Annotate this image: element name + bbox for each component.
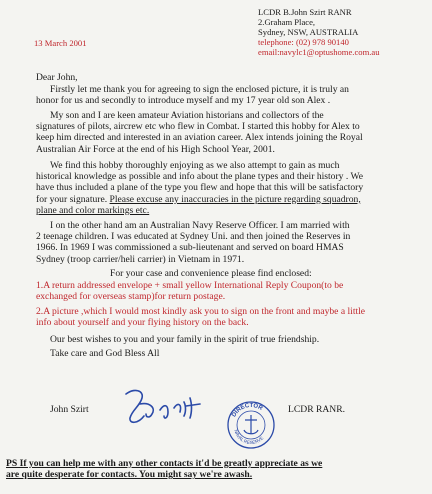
sender-telephone: telephone: (02) 978 90140 <box>258 37 349 47</box>
paragraph-line: Sydney (troop carrier/heli carrier) in Vietnam in 1971. <box>36 253 245 265</box>
underlined-note-continued: plane and color markings etc. <box>36 204 150 216</box>
stamp-top-text: DIRECTOR <box>231 402 264 419</box>
paragraph-line: have thus included a plane of the type you flew and hope that this will be satisfactory <box>36 182 364 194</box>
postscript <box>6 458 428 480</box>
paragraph-line: 2.A picture ,which I would most kindly ask you to sign on the front and maybe a little <box>36 306 366 317</box>
paragraph-line: 2 teenage children. I was educated at Sydney Uni. and then joined the Reserves in <box>36 231 351 243</box>
enclosure-item-1 <box>36 280 426 302</box>
paragraph-line: info about yourself and your flying history on the back. <box>36 317 249 329</box>
paragraph-line: Firstly let me thank you for agreeing to sign the enclosed picture, it is truly an <box>50 84 349 95</box>
sender-email: email:navylc1@optushome.com.au <box>258 47 380 57</box>
paragraph-navy <box>36 220 426 265</box>
underlined-note: Please excuse any inaccuracies in the picture regarding squadron, <box>109 193 361 205</box>
naval-reserve-stamp <box>226 400 276 450</box>
handwritten-signature <box>120 384 224 428</box>
paragraph-line: I on the other hand am an Australian Navy Reserve Officer. I am married with <box>50 220 350 231</box>
svg-text:NAVAL RESERVE <box>233 429 264 445</box>
paragraph-line: historical knowledge as possible and info about the plane types and their history . We <box>36 171 364 183</box>
enclosed-intro: For your case and convenience please find enclosed: <box>110 268 312 279</box>
paragraph-line: My son and I are keen amateur Aviation historians and collectors of the <box>50 110 324 121</box>
stamp-bottom-text: NAVAL RESERVE <box>233 429 265 446</box>
letter-date: 13 March 2001 <box>34 38 87 48</box>
paragraph-line: for your signature. Please excuse any inaccuracies in the picture regarding squadron, <box>36 193 361 205</box>
paragraph-intro <box>36 84 426 106</box>
postscript-line: are quite desperate for contacts. You might say we're awash. <box>6 469 253 481</box>
best-wishes: Our best wishes to you and your family in the spirit of true friendship. <box>50 334 320 345</box>
paragraph-line: 1.A return addressed envelope + small yellow International Reply Coupon(to be <box>36 280 344 291</box>
signer-rank: LCDR RANR. <box>288 404 346 415</box>
signer-name: John Szirt <box>50 404 89 415</box>
sender-name: LCDR B.John Szirt RANR <box>258 7 352 17</box>
paragraph-line: 1966. In 1969 I was commissioned a sub-lieutenant and served on board HMAS <box>36 242 344 254</box>
closing: Take care and God Bless All <box>50 348 160 359</box>
paragraph-line: Australian Air Force at the end of his High School Year, 2001. <box>36 143 275 155</box>
paragraph-history <box>36 160 426 216</box>
paragraph-line: We find this hobby thoroughly enjoying as we also attempt to gain as much <box>50 160 340 171</box>
sender-address-line1: 2.Graham Place, <box>258 17 316 27</box>
paragraph-line: keep him directed and interested in an aviation career. Alex intends joining the Royal <box>36 132 363 144</box>
salutation: Dear John, <box>36 72 78 83</box>
paragraph-line: exchanged for overseas stamp)for return postage. <box>36 291 226 303</box>
svg-text:DIRECTOR <box>231 403 264 418</box>
paragraph-hobby <box>36 110 426 155</box>
enclosure-item-2 <box>36 306 426 328</box>
postscript-line: PS If you can help me with any other contacts it'd be greatly appreciate as we <box>6 458 323 469</box>
sender-address-line2: Sydney, NSW, AUSTRALIA <box>258 27 359 37</box>
paragraph-line: signatures of pilots, aircrew etc who flew in Combat. I started this hobby for Alex to <box>36 121 360 133</box>
paragraph-line: honor for us and secondly to introduce myself and my 17 year old son Alex . <box>36 95 331 107</box>
